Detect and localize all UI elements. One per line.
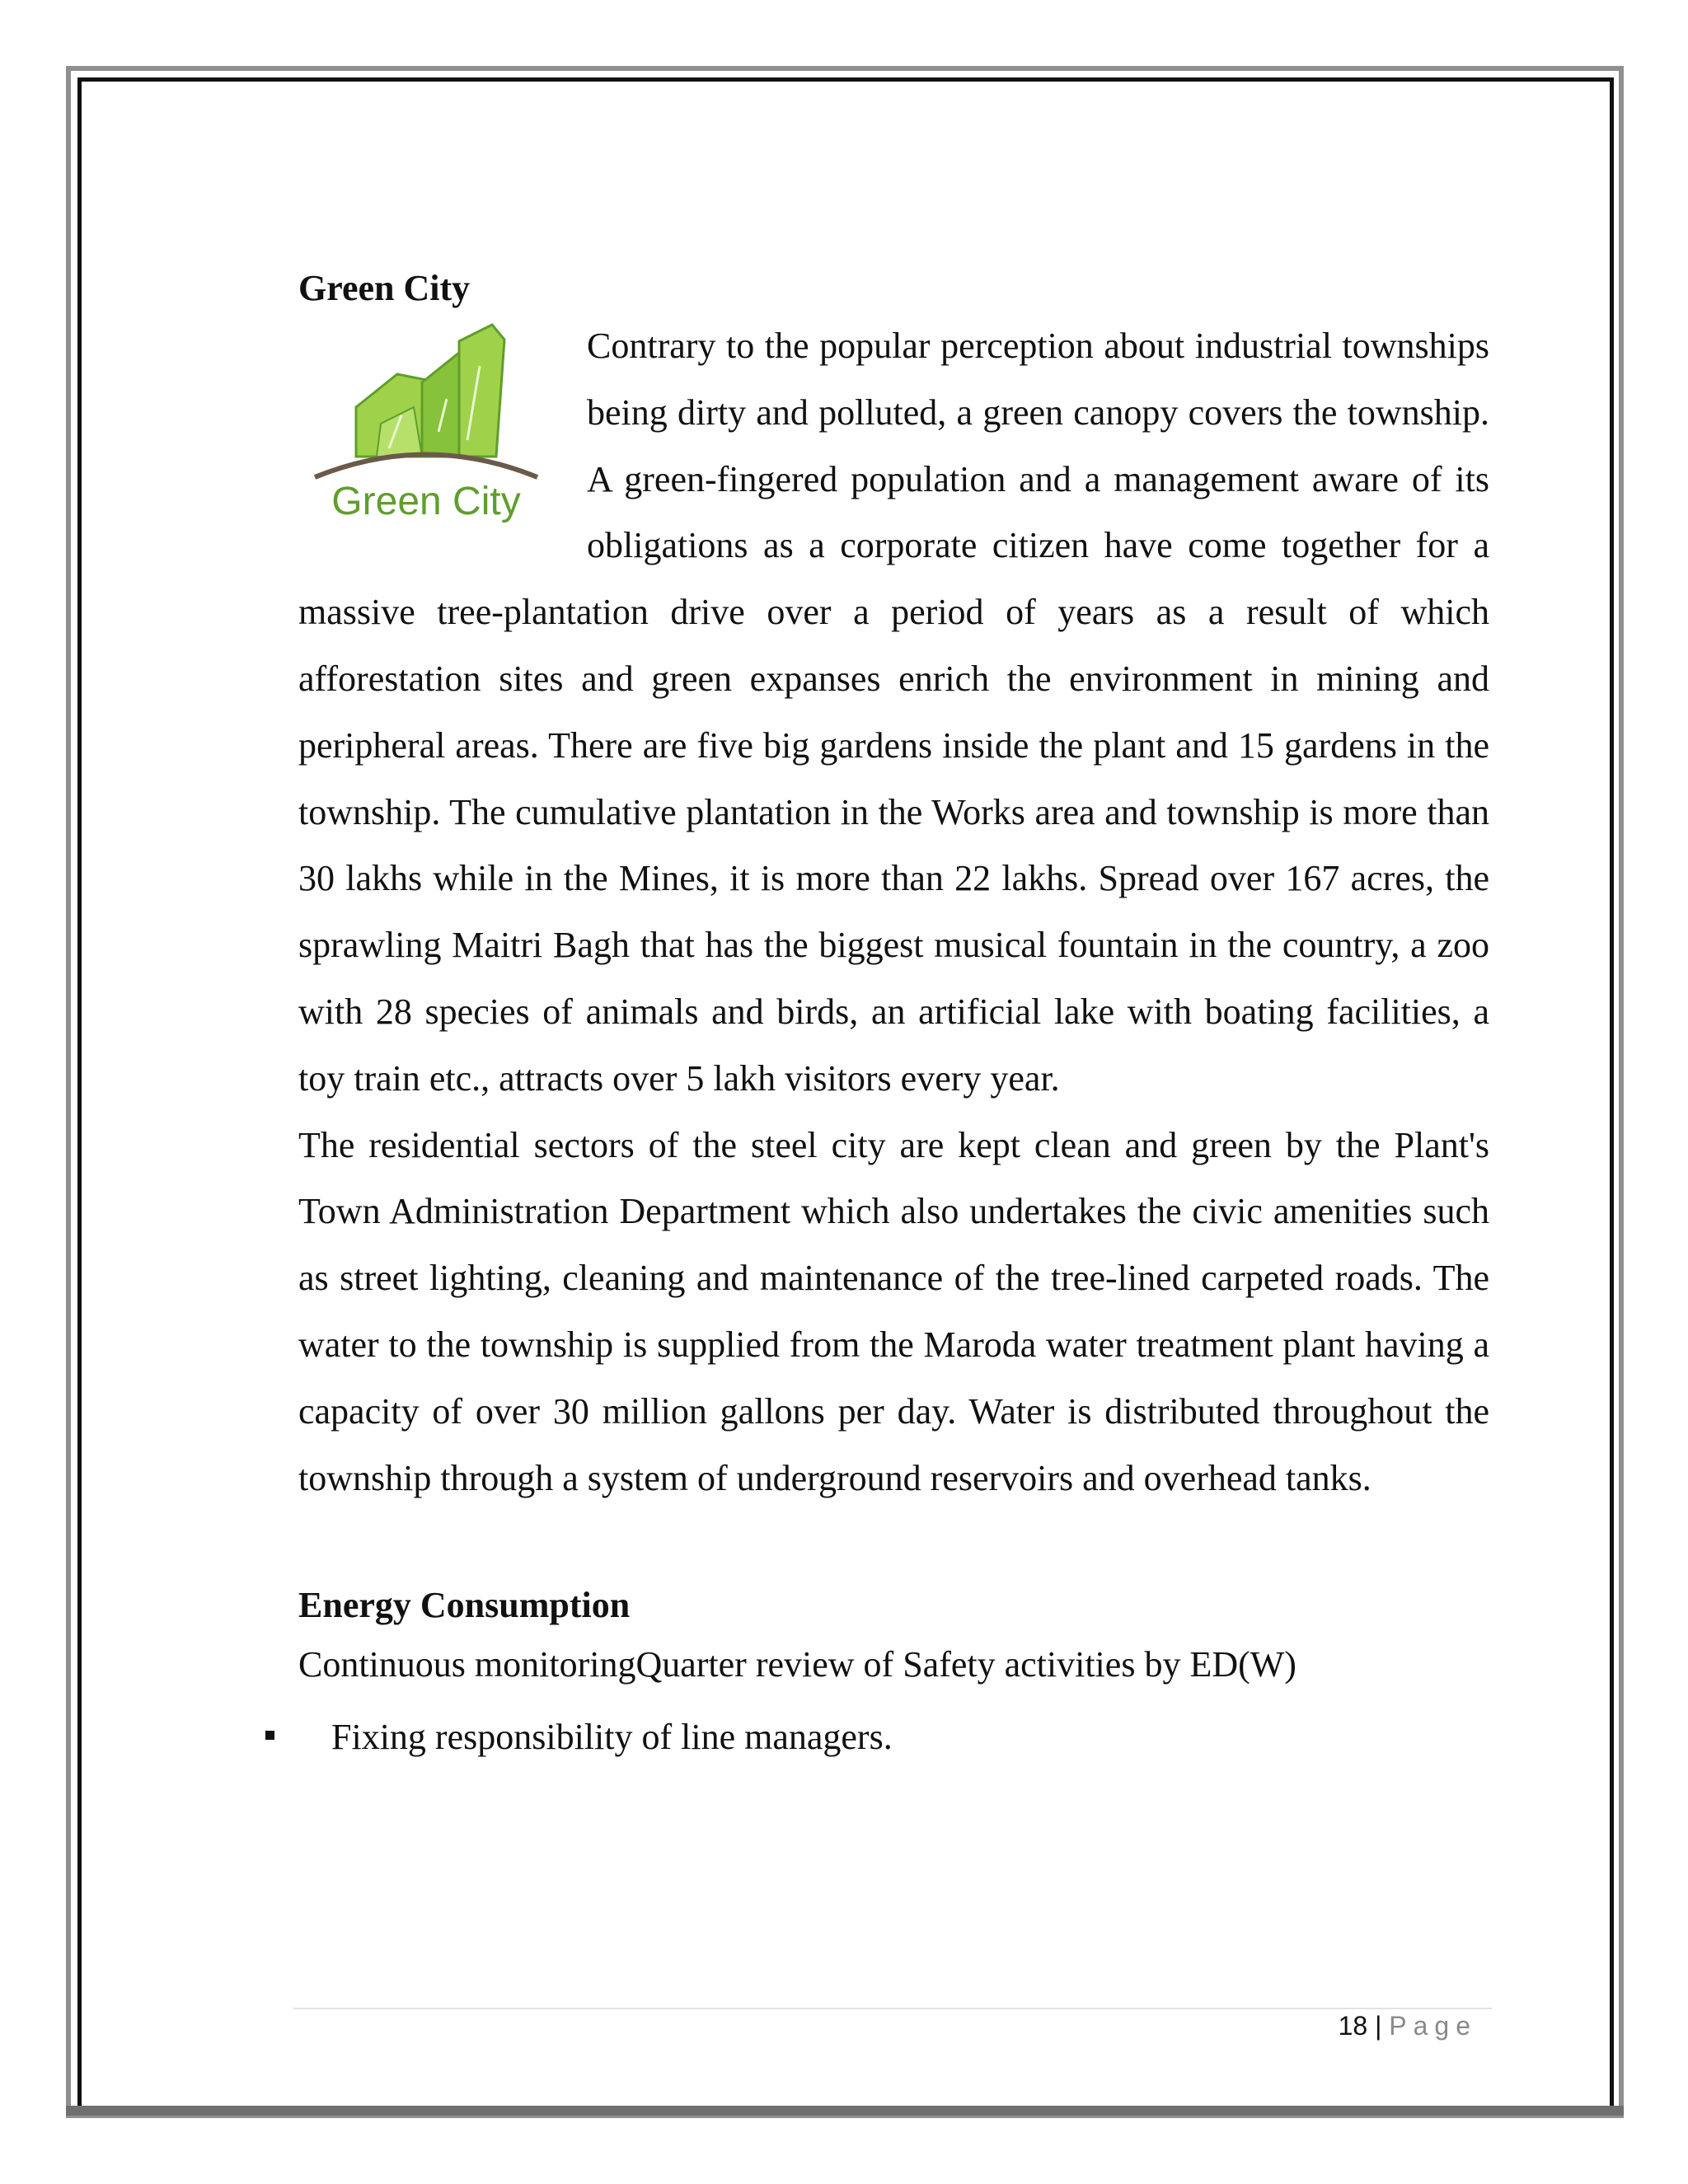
footer-separator: | (1375, 2011, 1382, 2041)
green-city-paragraph-1: Contrary to the popular perception about industrial townships being dirty and polluted, a green canopy covers the township. A green-fingered population and a management aware of its obligations as a corporate citizen have come together for a massive tree-plantation drive over a period of years as a result of which afforestation sites and green expanses enrich the environment in mining and peripheral areas. There are five big gardens inside the plant and 15 gardens in the township. The cumulative plantation in the Works area and township is more than 30 lakhs while in the Mines, it is more than 22 lakhs. Spread over 167 acres, the sprawling Maitri Bagh that has the biggest musical fountain in the country, a zoo with 28 species of animals and birds, an artificial lake with boating facilities, a toy train etc., attracts over 5 lakh visitors every year. (298, 326, 1489, 1099)
list-item (265, 1704, 1489, 1770)
page-label: Page (1389, 2011, 1477, 2041)
green-city-logo (298, 316, 554, 531)
green-city-heading: Green City (298, 268, 471, 308)
green-city-section (298, 313, 1489, 1113)
logo-text: Green City (331, 480, 521, 523)
square-bullet-icon (265, 1731, 274, 1740)
page-footer (1339, 2011, 1477, 2041)
page-number: 18 (1338, 2011, 1368, 2041)
energy-consumption-heading: Energy Consumption (298, 1585, 631, 1626)
energy-bullet-list (265, 1704, 1489, 1770)
energy-consumption-text: Continuous monitoringQuarter review of Safety activities by ED(W) (298, 1644, 1296, 1685)
footer-divider (293, 2008, 1492, 2009)
logo-buildings (356, 325, 504, 457)
list-item-text: Fixing responsibility of line managers. (331, 1717, 893, 1758)
document-body (298, 264, 1489, 1770)
logo-arc (315, 455, 537, 478)
green-city-paragraph-2: The residential sectors of the steel city are kept clean and green by the Plant's Town Administration Department which also undertakes the civic amenities such as street lighting, cleaning and maintenance of the tree-lined carpeted roads. The water to the township is supplied from the Maroda water treatment plant having a capacity of over 30 million gallons per day. Water is distributed throughout the township through a system of underground reservoirs and overhead tanks. (298, 1124, 1489, 1498)
page-frame-shadow (66, 2106, 1624, 2116)
